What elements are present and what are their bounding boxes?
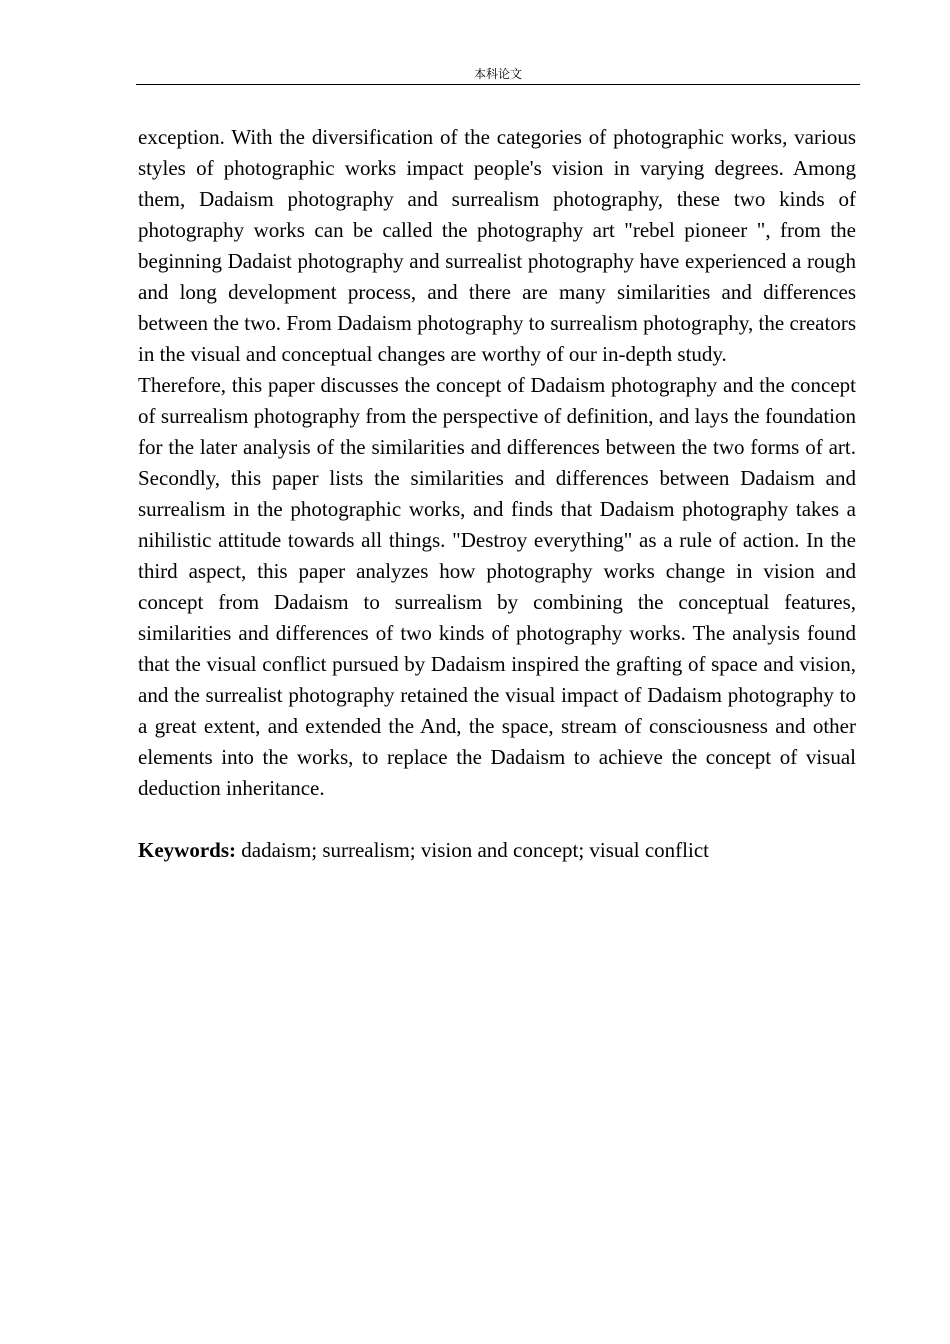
body-paragraph-2: Therefore, this paper discusses the concept of Dadaism photography and the concept of surrealism photography from the perspective of definition, and lays the foundation for the later analysis of the similarities and differences between the two forms of art. Secondly, this paper lists the similarities and differences between Dadaism and surrealism in the photographic works, and finds that Dadaism photography takes a nihilistic attitude towards all things. "Destroy everything" as a rule of action. In the third aspect, this paper analyzes how photography works change in vision and concept from Dadaism to surrealism by combining the conceptual features, similarities and differences of two kinds of photography works. The analysis found that the visual conflict pursued by Dadaism inspired the grafting of space and vision, and the surrealist photography retained the visual impact of Dadaism photography to a great extent, and extended the And, the space, stream of consciousness and other elements into the works, to replace the Dadaism to achieve the concept of visual deduction inheritance. bbox=[138, 373, 856, 800]
body-paragraph-1: exception. With the diversification of the categories of photographic works, various styles of photographic works impact people's vision in varying degrees. Among them, Dadaism photography and surrealism photography, these two kinds of photography works can be called the photography art "rebel pioneer ", from the beginning Dadaist photography and surrealist photography have experienced a rough and long development process, and there are many similarities and differences between the two. From Dadaism photography to surrealism photography, the creators in the visual and conceptual changes are worthy of our in-depth study. bbox=[138, 125, 856, 366]
keywords-line bbox=[138, 835, 856, 866]
keywords-label: Keywords: bbox=[138, 838, 236, 862]
keywords-text: dadaism; surrealism; vision and concept; visual conflict bbox=[236, 838, 709, 862]
document-body bbox=[138, 122, 856, 866]
page-header bbox=[136, 64, 860, 85]
header-title: 本科论文 bbox=[473, 67, 522, 81]
